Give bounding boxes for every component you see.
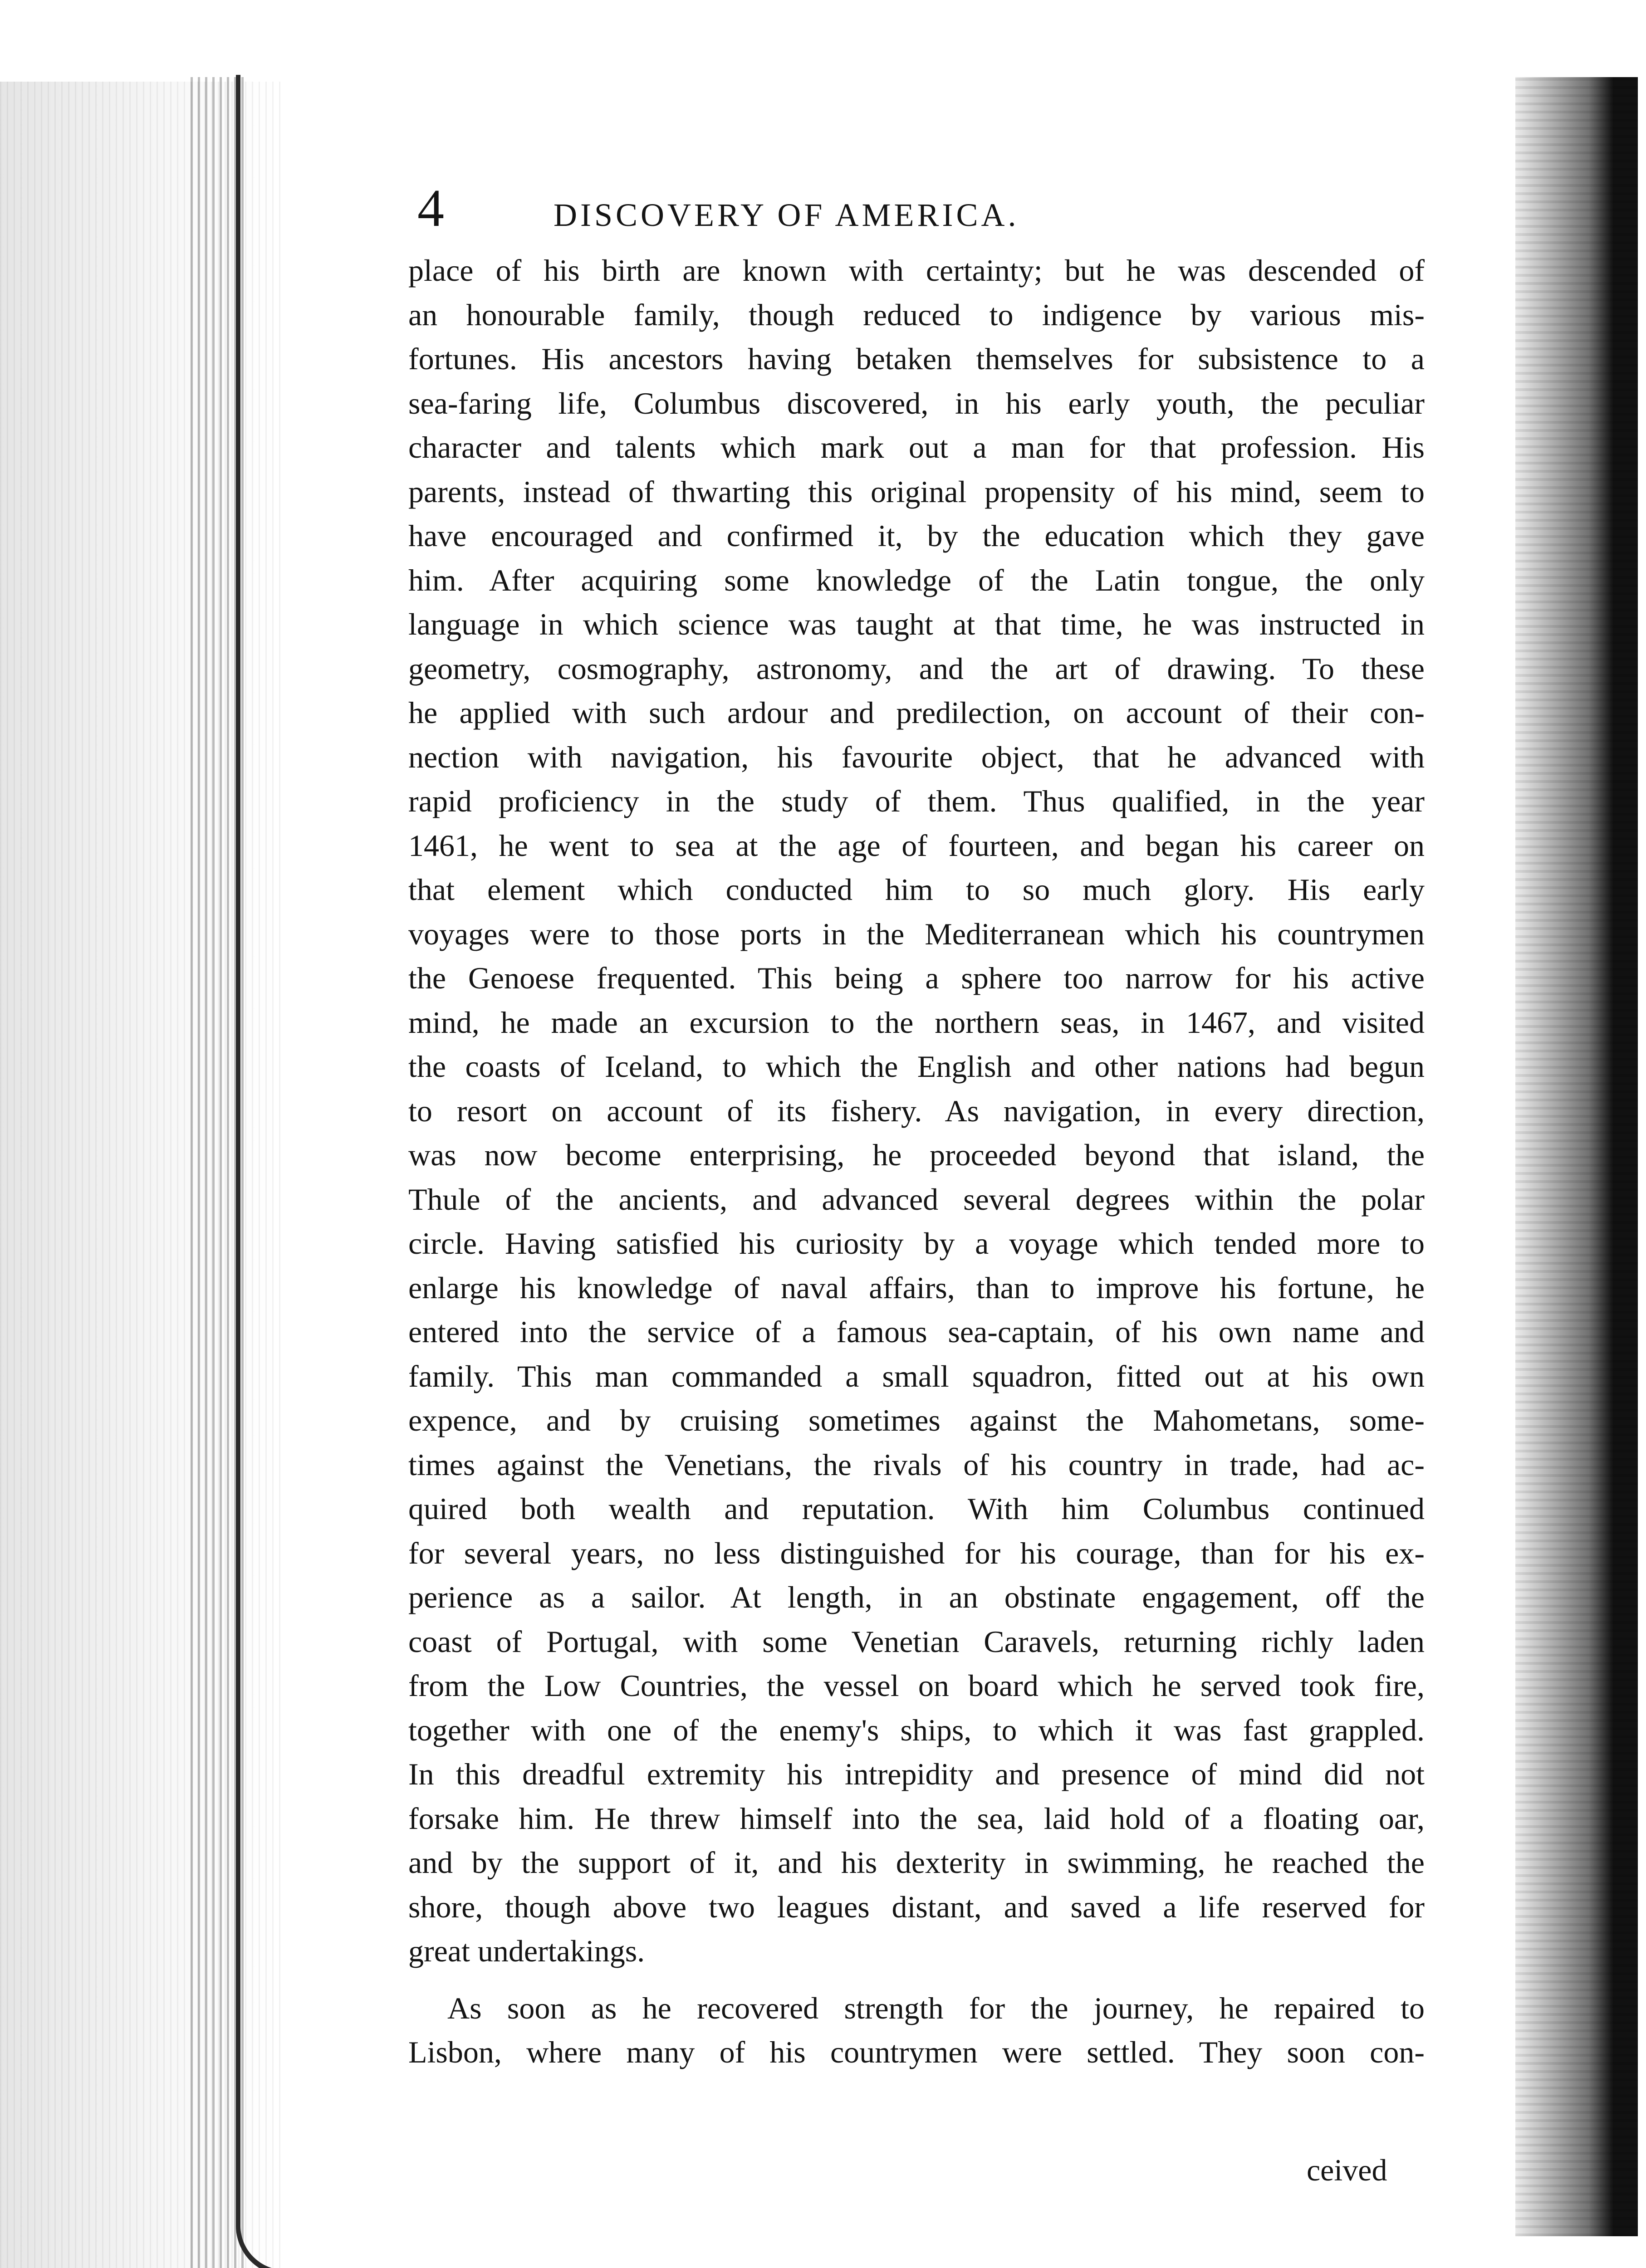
text-line: Lisbon, where many of his countrymen were settled. They soon con- [408, 2035, 1425, 2069]
text-line: to resort on account of its fishery. As navigation, in every direction, [408, 1093, 1425, 1128]
text-line: coast of Portugal, with some Venetian Caravels, returning richly laden [408, 1624, 1425, 1659]
text-line: have encouraged and confirmed it, by the education which they gave [408, 518, 1425, 553]
text-line: and by the support of it, and his dexterity in swimming, he reached the [408, 1845, 1425, 1880]
text-line: mind, he made an excursion to the northern seas, in 1467, and visited [408, 1005, 1425, 1040]
text-line: nection with navigation, his favourite object, that he advanced with [408, 739, 1425, 774]
text-line: As soon as he recovered strength for the journey, he repaired to [447, 1990, 1425, 2025]
catchword: ceived [1307, 2153, 1387, 2187]
text-line: Thule of the ancients, and advanced several degrees within the polar [408, 1182, 1425, 1217]
text-line: 1461, he went to sea at the age of fourteen, and began his career on [408, 828, 1425, 863]
text-line: for several years, no less distinguished for his courage, than for his ex- [408, 1535, 1425, 1570]
text-line: quired both wealth and reputation. With him Columbus continued [408, 1491, 1425, 1526]
text-line: enlarge his knowledge of naval affairs, than to improve his fortune, he [408, 1270, 1425, 1305]
text-line: together with one of the enemy's ships, to which it was fast grappled. [408, 1712, 1425, 1747]
page-header [417, 178, 1334, 245]
text-line: that element which conducted him to so much glory. His early [408, 872, 1425, 907]
text-line: from the Low Countries, the vessel on board which he served took fire, [408, 1668, 1425, 1703]
text-line: geometry, cosmography, astronomy, and the art of drawing. To these [408, 651, 1425, 686]
text-line: entered into the service of a famous sea-captain, of his own name and [408, 1315, 1425, 1349]
text-line: fortunes. His ancestors having betaken themselves for subsistence to a [408, 342, 1425, 376]
text-line: he applied with such ardour and predilection, on account of their con- [408, 695, 1425, 730]
text-line: shore, though above two leagues distant, and saved a life reserved for [408, 1889, 1425, 1924]
text-line: parents, instead of thwarting this original propensity of his mind, seem to [408, 474, 1425, 509]
right-page-edge-shadow [1515, 77, 1638, 2236]
body-text [408, 249, 1425, 2075]
text-line: character and talents which mark out a man for that profession. His [408, 430, 1425, 464]
text-line: perience as a sailor. At length, in an obstinate engagement, off the [408, 1580, 1425, 1614]
text-line: the Genoese frequented. This being a sphere too narrow for his active [408, 961, 1425, 995]
text-line: language in which science was taught at that time, he was instructed in [408, 607, 1425, 641]
running-title: DISCOVERY OF AMERICA. [554, 197, 1019, 233]
text-line: was now become enterprising, he proceeded beyond that island, the [408, 1138, 1425, 1172]
text-line: expence, and by cruising sometimes against the Mahometans, some- [408, 1403, 1425, 1437]
text-line: rapid proficiency in the study of them. Thus qualified, in the year [408, 784, 1425, 818]
text-line: voyages were to those ports in the Mediterranean which his countrymen [408, 916, 1425, 951]
text-line: circle. Having satisfied his curiosity by a voyage which tended more to [408, 1226, 1425, 1261]
text-line: sea-faring life, Columbus discovered, in his early youth, the peculiar [408, 386, 1425, 420]
text-line: great undertakings. [408, 1934, 645, 1968]
text-line: an honourable family, though reduced to indigence by various mis- [408, 297, 1425, 332]
text-line: In this dreadful extremity his intrepidity and presence of mind did not [408, 1757, 1425, 1791]
text-line: forsake him. He threw himself into the sea, laid hold of a floating oar, [408, 1801, 1425, 1836]
text-line: family. This man commanded a small squadron, fitted out at his own [408, 1359, 1425, 1393]
text-line: times against the Venetians, the rivals of his country in trade, had ac- [408, 1447, 1425, 1482]
paragraph-break [408, 1974, 1425, 1986]
text-line: him. After acquiring some knowledge of the Latin tongue, the only [408, 562, 1425, 597]
text-line: the coasts of Iceland, to which the English and other nations had begun [408, 1049, 1425, 1084]
text-line: place of his birth are known with certainty; but he was descended of [408, 253, 1425, 288]
page-number: 4 [417, 178, 444, 238]
